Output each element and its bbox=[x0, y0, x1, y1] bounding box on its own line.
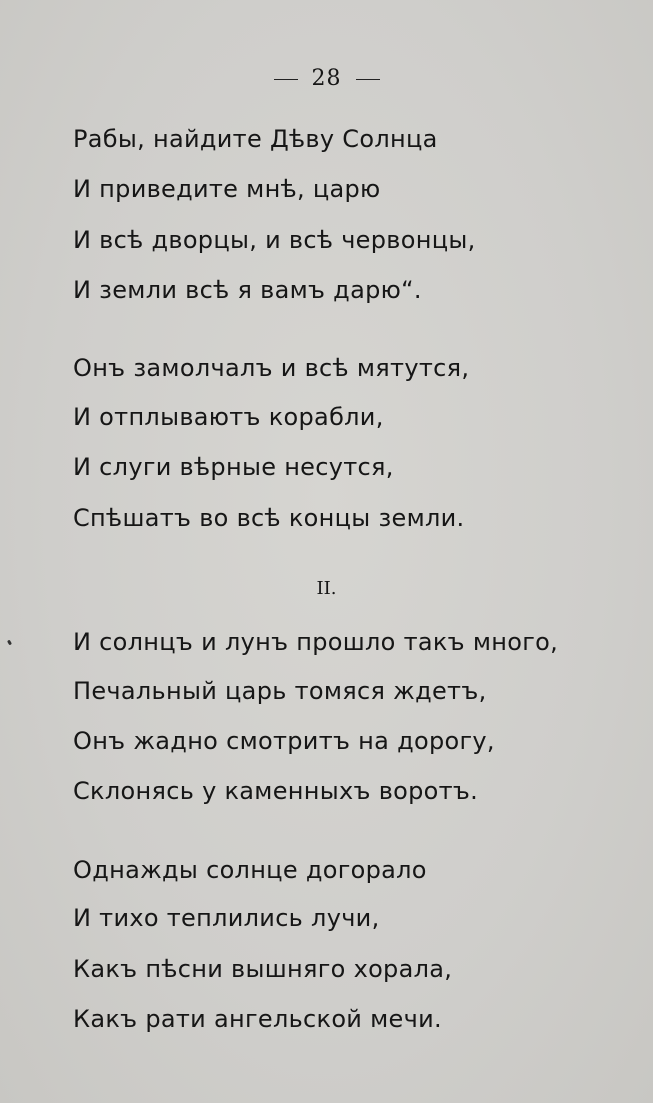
poem-line: Склонясь у каменныхъ воротъ. bbox=[73, 777, 479, 805]
poem-line: Печальный царь томяся ждетъ, bbox=[73, 677, 487, 705]
page-number bbox=[0, 66, 653, 91]
poem-line: И тихо теплились лучи, bbox=[73, 904, 380, 932]
poem-line: Какъ рати ангельской мечи. bbox=[73, 1005, 442, 1033]
poem-line: И всѣ дворцы, и всѣ червонцы, bbox=[73, 226, 476, 254]
poem-line: Спѣшатъ во всѣ концы земли. bbox=[73, 504, 465, 532]
poem-line: Рабы, найдите Дѣву Солнца bbox=[73, 125, 438, 153]
poem-line: Какъ пѣсни вышняго хорала, bbox=[73, 955, 453, 983]
poem-line: Онъ жадно смотритъ на дорогу, bbox=[73, 727, 495, 755]
poem-line: Онъ замолчалъ и всѣ мятутся, bbox=[73, 354, 470, 382]
poem-line: И отплываютъ корабли, bbox=[73, 403, 384, 431]
section-number: II. bbox=[316, 578, 337, 599]
poem-line: И слуги вѣрные несутся, bbox=[73, 453, 394, 481]
poem-line: И земли всѣ я вамъ дарю“. bbox=[73, 276, 422, 304]
poem-line: Однажды солнце догорало bbox=[73, 856, 427, 884]
ink-speck bbox=[7, 640, 12, 646]
page-number-left-dash bbox=[274, 79, 298, 80]
page-number-right-dash bbox=[356, 79, 380, 80]
poem-line: И приведите мнѣ, царю bbox=[73, 175, 381, 203]
page-number-value: 28 bbox=[311, 66, 342, 91]
poem-line: И солнцъ и лунъ прошло такъ много, bbox=[73, 628, 559, 656]
